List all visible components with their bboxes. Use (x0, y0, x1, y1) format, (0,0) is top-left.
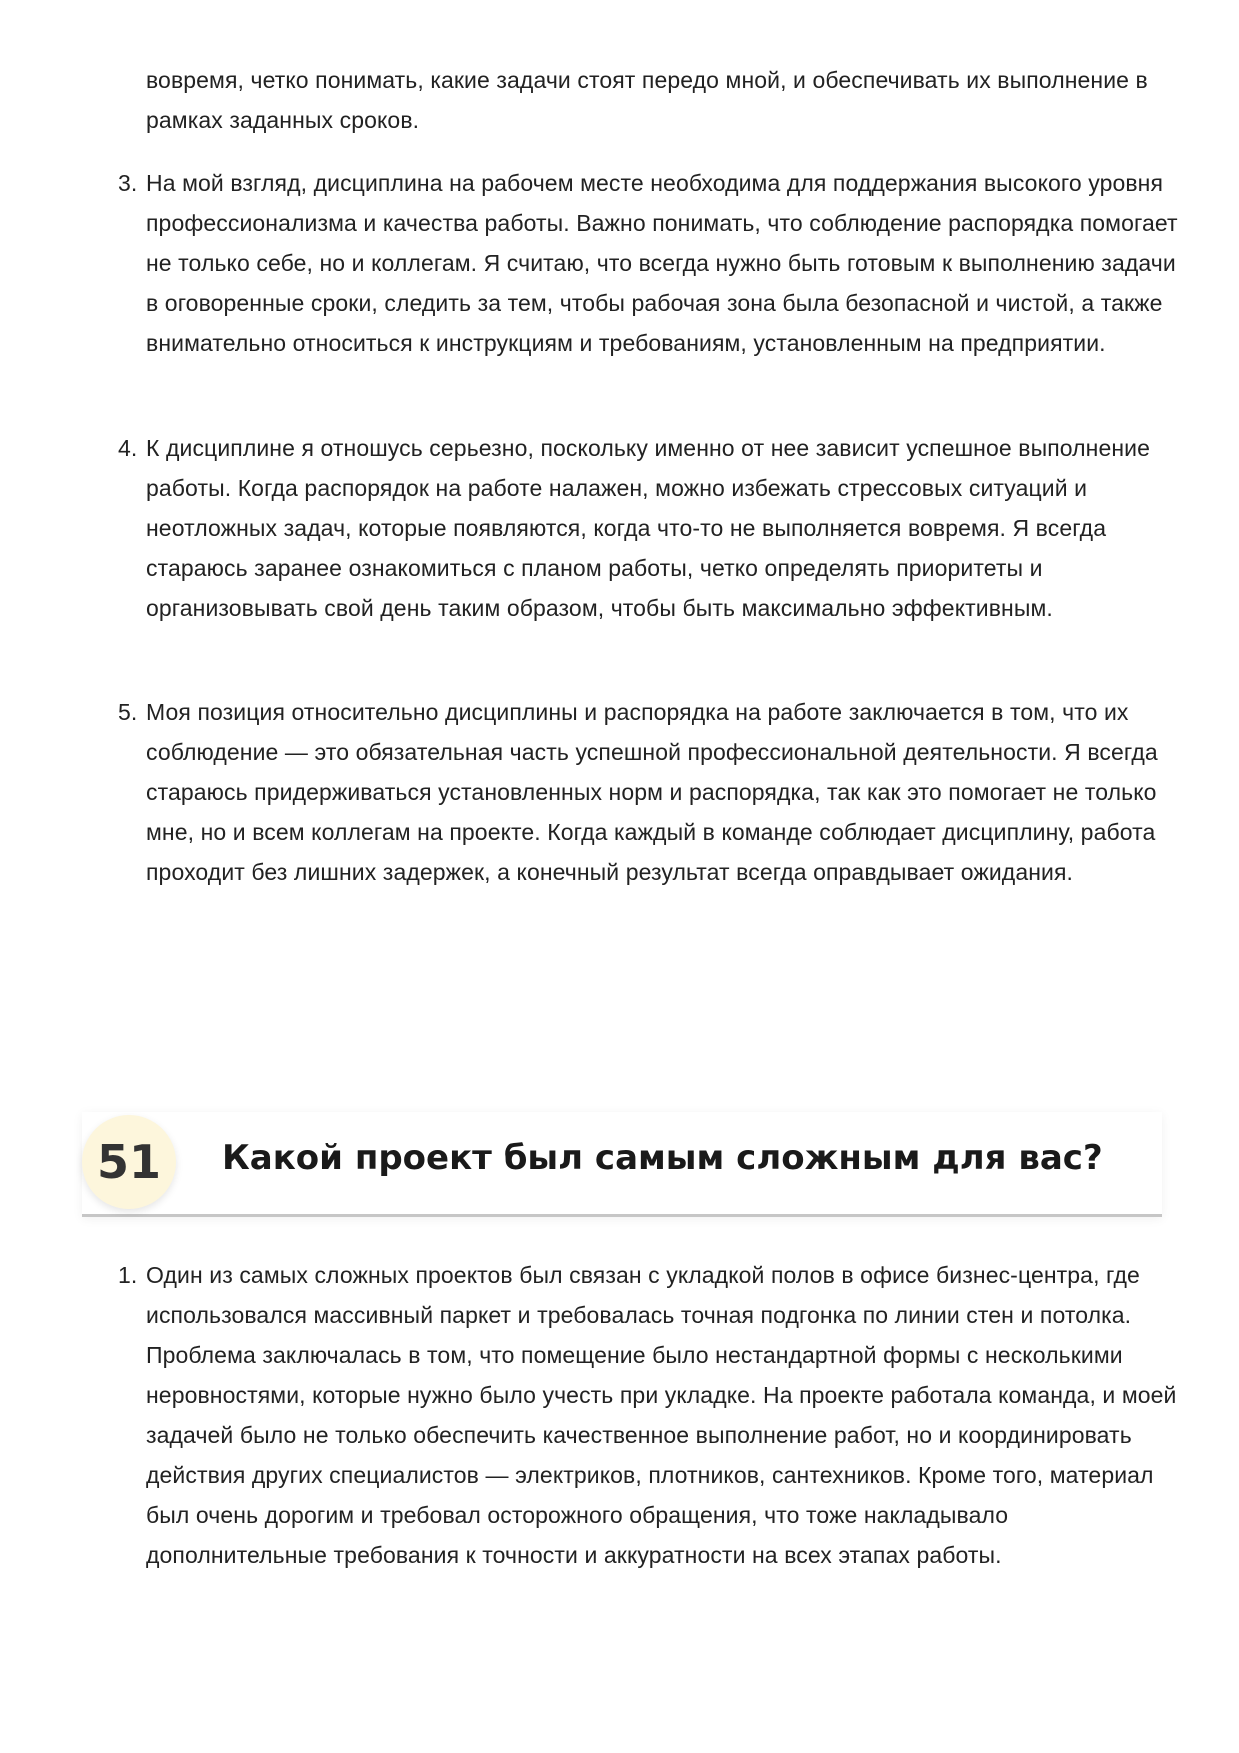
answer-number: 1. (118, 1262, 138, 1288)
continuation-text: вовремя, четко понимать, какие задачи стоят передо мной, и обеспечивать их выполнение в рамках заданных сроков. (146, 67, 1148, 133)
answer-paragraph (118, 692, 1178, 892)
answer-paragraph (118, 428, 1178, 628)
answer-text: К дисциплине я отношусь серьезно, поскольку именно от нее зависит успешное выполнение работы. Когда распорядок на работе налажен, можно избежать стрессовых ситуаций и неотложных задач, которые появляются, когда что-то не выполняется вовремя. Я всегда стараюсь заранее ознакомиться с планом работы, четко определять приоритеты и организовывать свой день таким образом, чтобы быть максимально эффективным. (146, 435, 1151, 621)
answer-paragraph (118, 1255, 1178, 1575)
answer-paragraph (118, 163, 1178, 363)
answer-text: На мой взгляд, дисциплина на рабочем месте необходима для поддержания высокого уровня профессионализма и качества работы. Важно понимать, что соблюдение распорядка помогает не только себе, но и коллегам. Я считаю, что всегда нужно быть готовым к выполнению задачи в оговоренные сроки, следить за тем, чтобы рабочая зона была безопасной и чистой, а также внимательно относиться к инструкциям и требованиям, установленным на предприятии. (146, 170, 1178, 356)
answer-number: 3. (118, 170, 138, 196)
answer-text: Один из самых сложных проектов был связан с укладкой полов в офисе бизнес-центра, где использовался массивный паркет и требовалась точная подгонка по линии стен и потолка. Проблема заключалась в том, что помещение было нестандартной формы с несколькими неровностями, которые нужно было учесть при укладке. На проекте работала команда, и моей задачей было не только обеспечить качественное выполнение работ, но и координировать действия других специалистов — электриков, плотников, сантехников. Кроме того, материал был очень дорогим и требовал осторожного обращения, что тоже накладывало дополнительные требования к точности и аккуратности на всех этапах работы. (146, 1262, 1177, 1568)
answer-item-3 (118, 163, 1178, 363)
answer-item-4 (118, 428, 1178, 628)
answer-number: 4. (118, 435, 138, 461)
answer-item-5 (118, 692, 1178, 892)
answer-number: 5. (118, 699, 138, 725)
question-number-badge: 51 (82, 1115, 176, 1209)
answer-text: Моя позиция относительно дисциплины и распорядка на работе заключается в том, что их соблюдение — это обязательная часть успешной профессиональной деятельности. Я всегда стараюсь придерживаться установленных норм и распорядка, так как это помогает не только мне, но и всем коллегам на проекте. Когда каждый в команде соблюдает дисциплину, работа проходит без лишних задержек, а конечный результат всегда оправдывает ожидания. (146, 699, 1158, 885)
continuation-paragraph (118, 60, 1178, 140)
answer-item-1 (118, 1255, 1178, 1575)
question-title: Какой проект был самым сложным для вас? (222, 1138, 1103, 1178)
question-header (82, 1112, 1162, 1217)
